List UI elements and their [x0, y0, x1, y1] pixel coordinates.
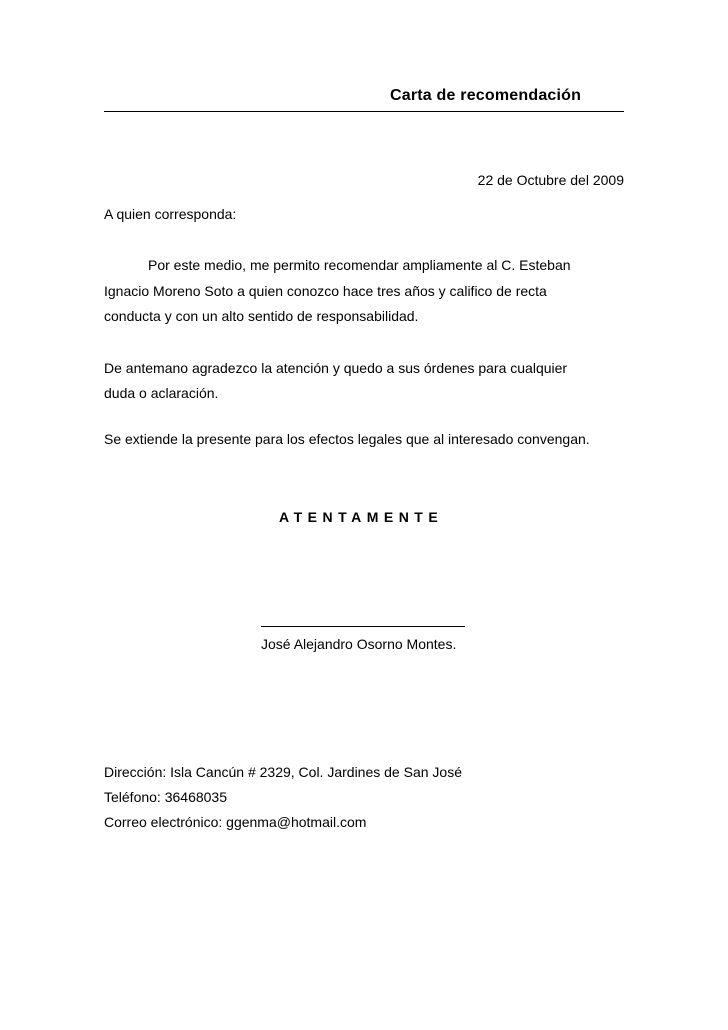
paragraph-2-line-2: duda o aclaración.	[104, 385, 219, 401]
contact-address: Dirección: Isla Cancún # 2329, Col. Jardines de San José	[104, 764, 462, 780]
closing-word: ATENTAMENTE	[279, 509, 444, 525]
paragraph-2-line-1: De antemano agradezco la atención y quedo a sus órdenes para cualquier	[104, 360, 568, 376]
salutation: A quien corresponda:	[104, 206, 237, 222]
title-underline	[104, 111, 624, 112]
contact-phone: Teléfono: 36468035	[104, 789, 227, 805]
contact-email: Correo electrónico: ggenma@hotmail.com	[104, 814, 367, 830]
letter-title: Carta de recomendación	[390, 87, 582, 104]
signature-name: José Alejandro Osorno Montes.	[261, 636, 457, 652]
letter-date: 22 de Octubre del 2009	[477, 172, 624, 188]
paragraph-1-line-3: conducta y con un alto sentido de responsabilidad.	[104, 308, 419, 324]
paragraph-1-line-1: Por este medio, me permito recomendar ampliamente al C. Esteban	[148, 257, 571, 273]
signature-line	[261, 626, 465, 627]
paragraph-1-line-2: Ignacio Moreno Soto a quien conozco hace tres años y califico de recta	[104, 283, 547, 299]
paragraph-3-line-1: Se extiende la presente para los efectos legales que al interesado convengan.	[104, 431, 590, 447]
